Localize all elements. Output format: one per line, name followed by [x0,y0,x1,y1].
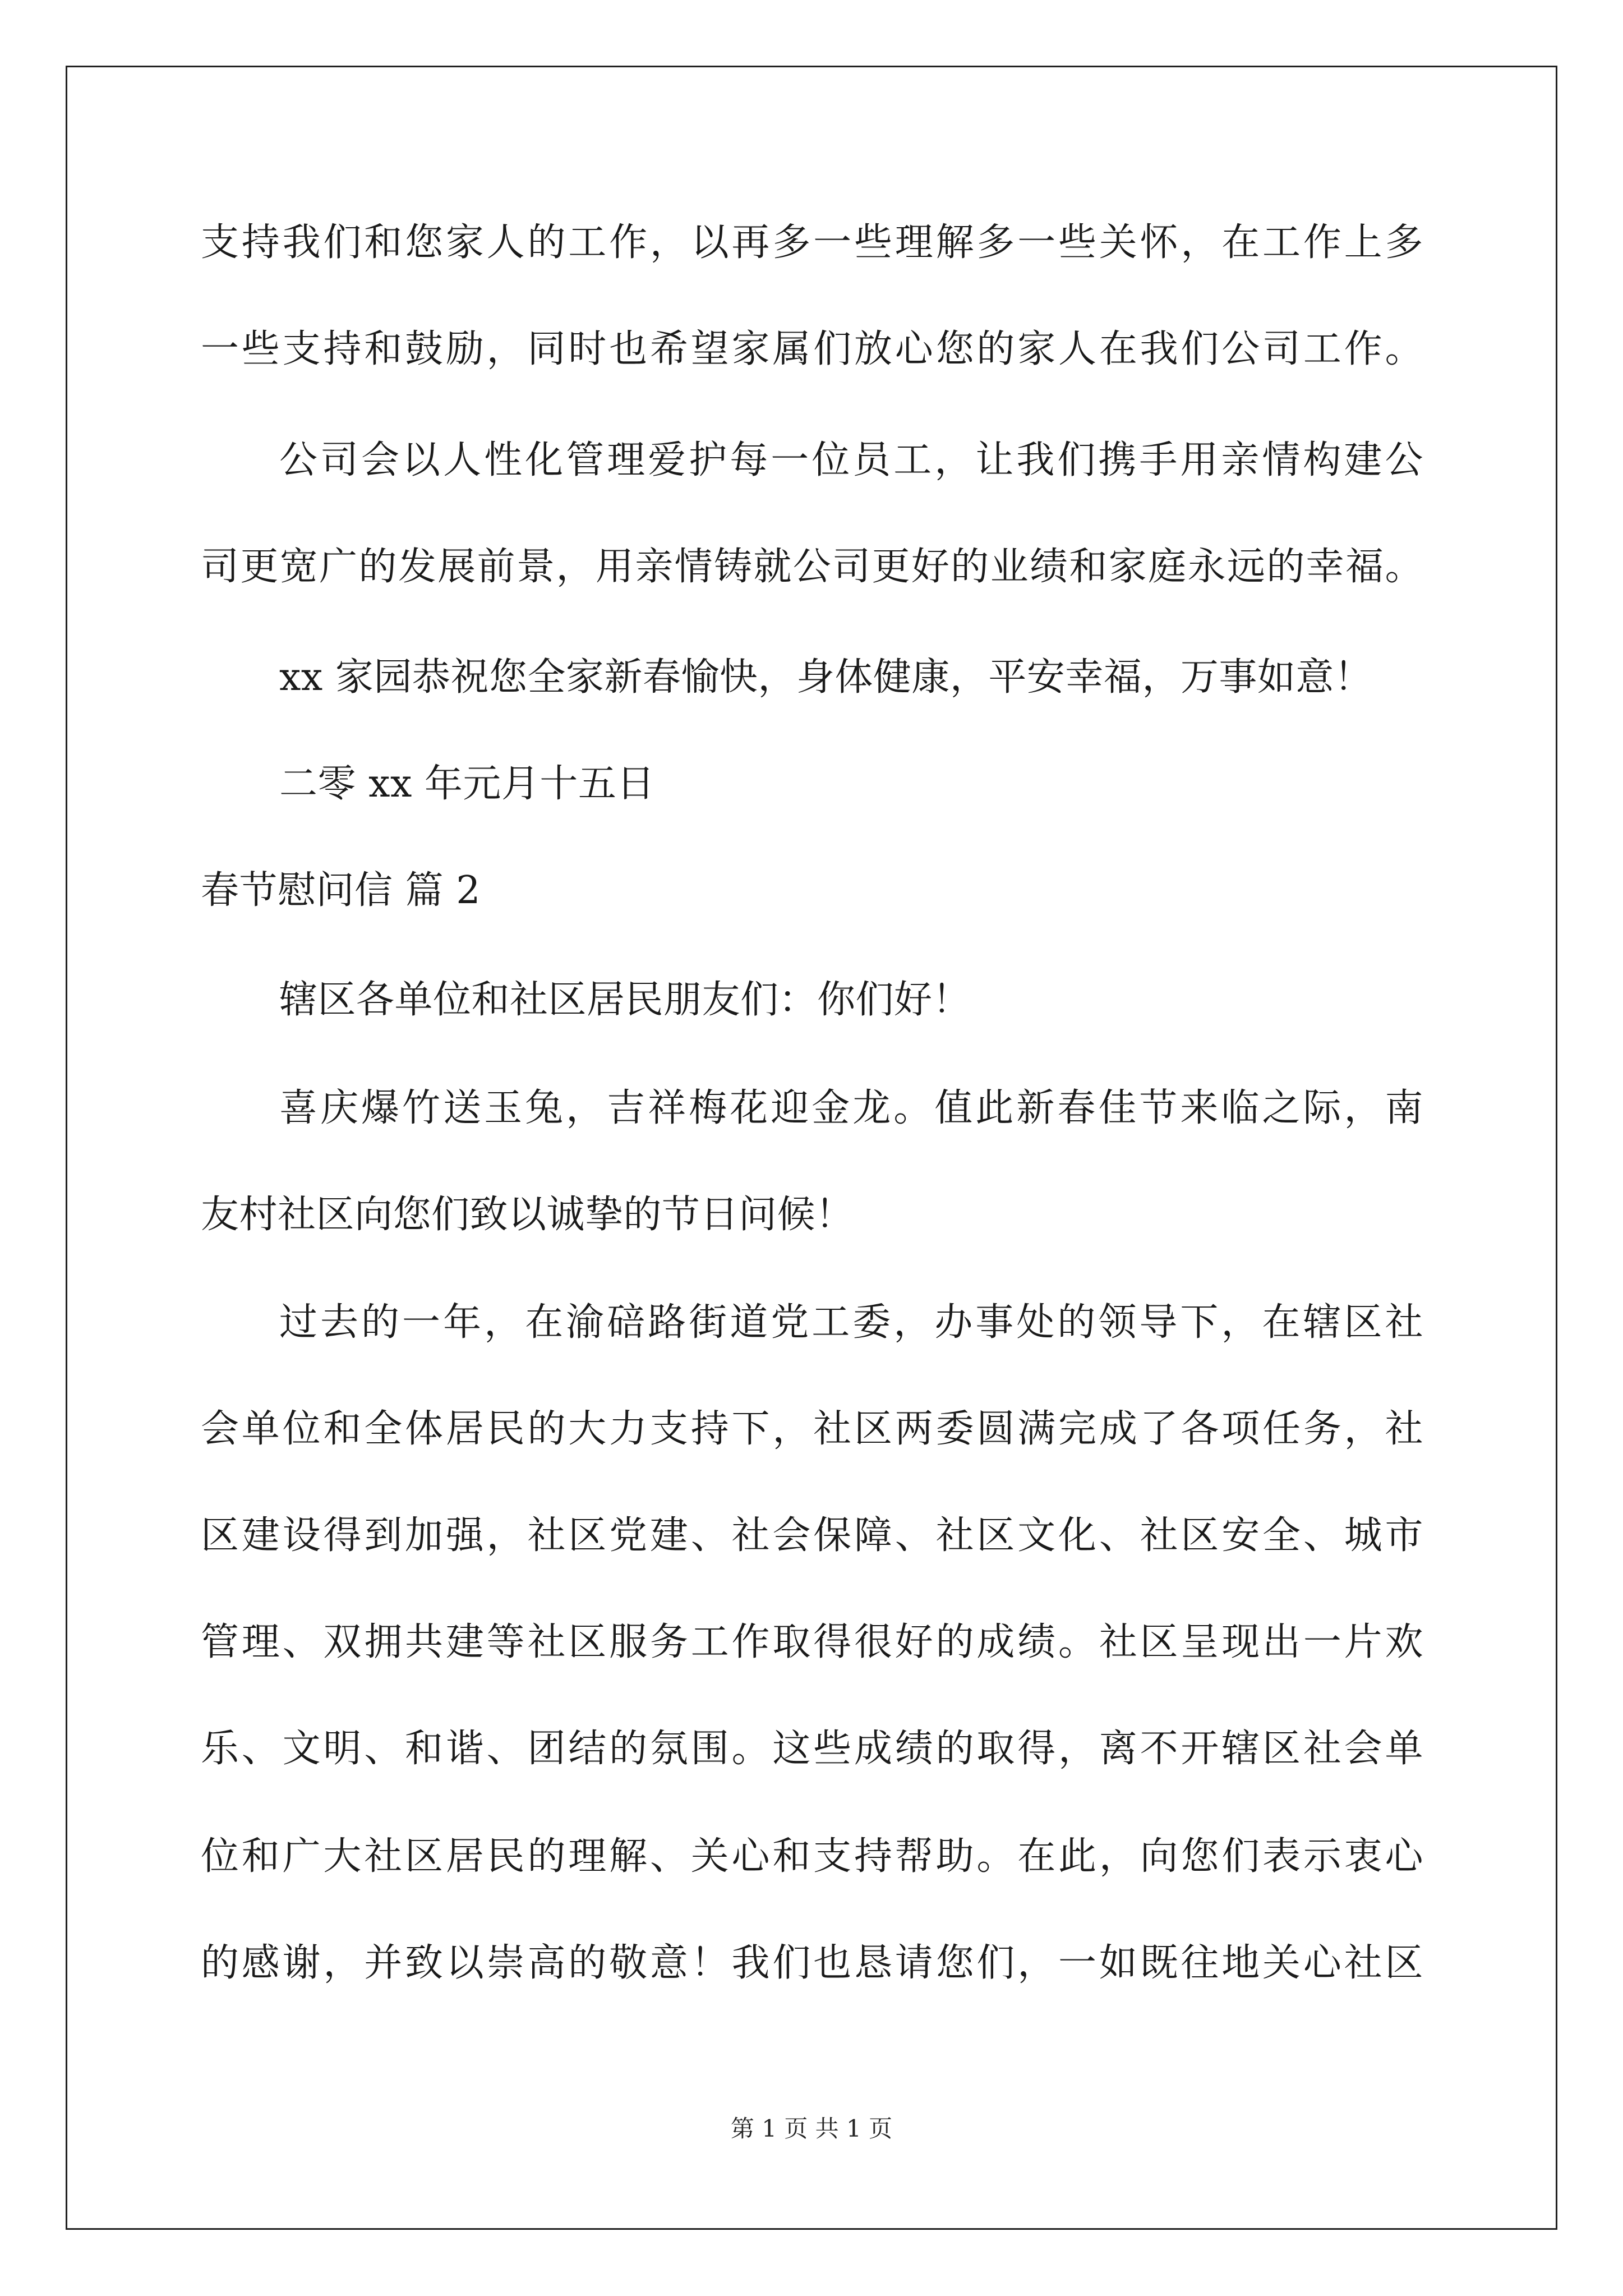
text-line: 的感谢，并致以崇高的敬意！我们也恳请您们，一如既往地关心社区 [201,1941,1423,1985]
text-line: 会单位和全体居民的大力支持下，社区两委圆满完成了各项任务，社 [201,1407,1423,1451]
text-line: xx 家园恭祝您全家新春愉快，身体健康，平安幸福，万事如意！ [279,655,1373,700]
text-line: 友村社区向您们致以诚挚的节日问候！ [201,1193,854,1237]
text-line: 位和广大社区居民的理解、关心和支持帮助。在此，向您们表示衷心 [201,1834,1423,1879]
text-line: 一些支持和鼓励，同时也希望家属们放心您的家人在我们公司工作。 [201,327,1423,371]
text-line: 乐、文明、和谐、团结的氛围。这些成绩的取得，离不开辖区社会单 [201,1727,1423,1771]
text-line: 公司会以人性化管理爱护每一位员工，让我们携手用亲情构建公 [279,438,1423,482]
page-border [66,66,1557,2230]
text-line: 喜庆爆竹送玉兔，吉祥梅花迎金龙。值此新春佳节来临之际，南 [279,1086,1423,1130]
text-line: 司更宽广的发展前景，用亲情铸就公司更好的业绩和家庭永远的幸福。 [201,545,1423,589]
page-number-footer: 第 1 页 共 1 页 [730,2115,893,2142]
text-line: 过去的一年，在渝碚路街道党工委，办事处的领导下，在辖区社 [279,1300,1423,1345]
salutation-line: 辖区各单位和社区居民朋友们：你们好！ [279,978,971,1022]
text-line: 区建设得到加强，社区党建、社会保障、社区文化、社区安全、城市 [201,1513,1423,1558]
text-line: 管理、双拥共建等社区服务工作取得很好的成绩。社区呈现出一片欢 [201,1620,1423,1664]
section-heading: 春节慰问信 篇 2 [201,868,481,913]
text-line: 支持我们和您家人的工作，以再多一些理解多一些关怀，在工作上多 [201,220,1423,265]
date-line: 二零 xx 年元月十五日 [279,762,655,806]
